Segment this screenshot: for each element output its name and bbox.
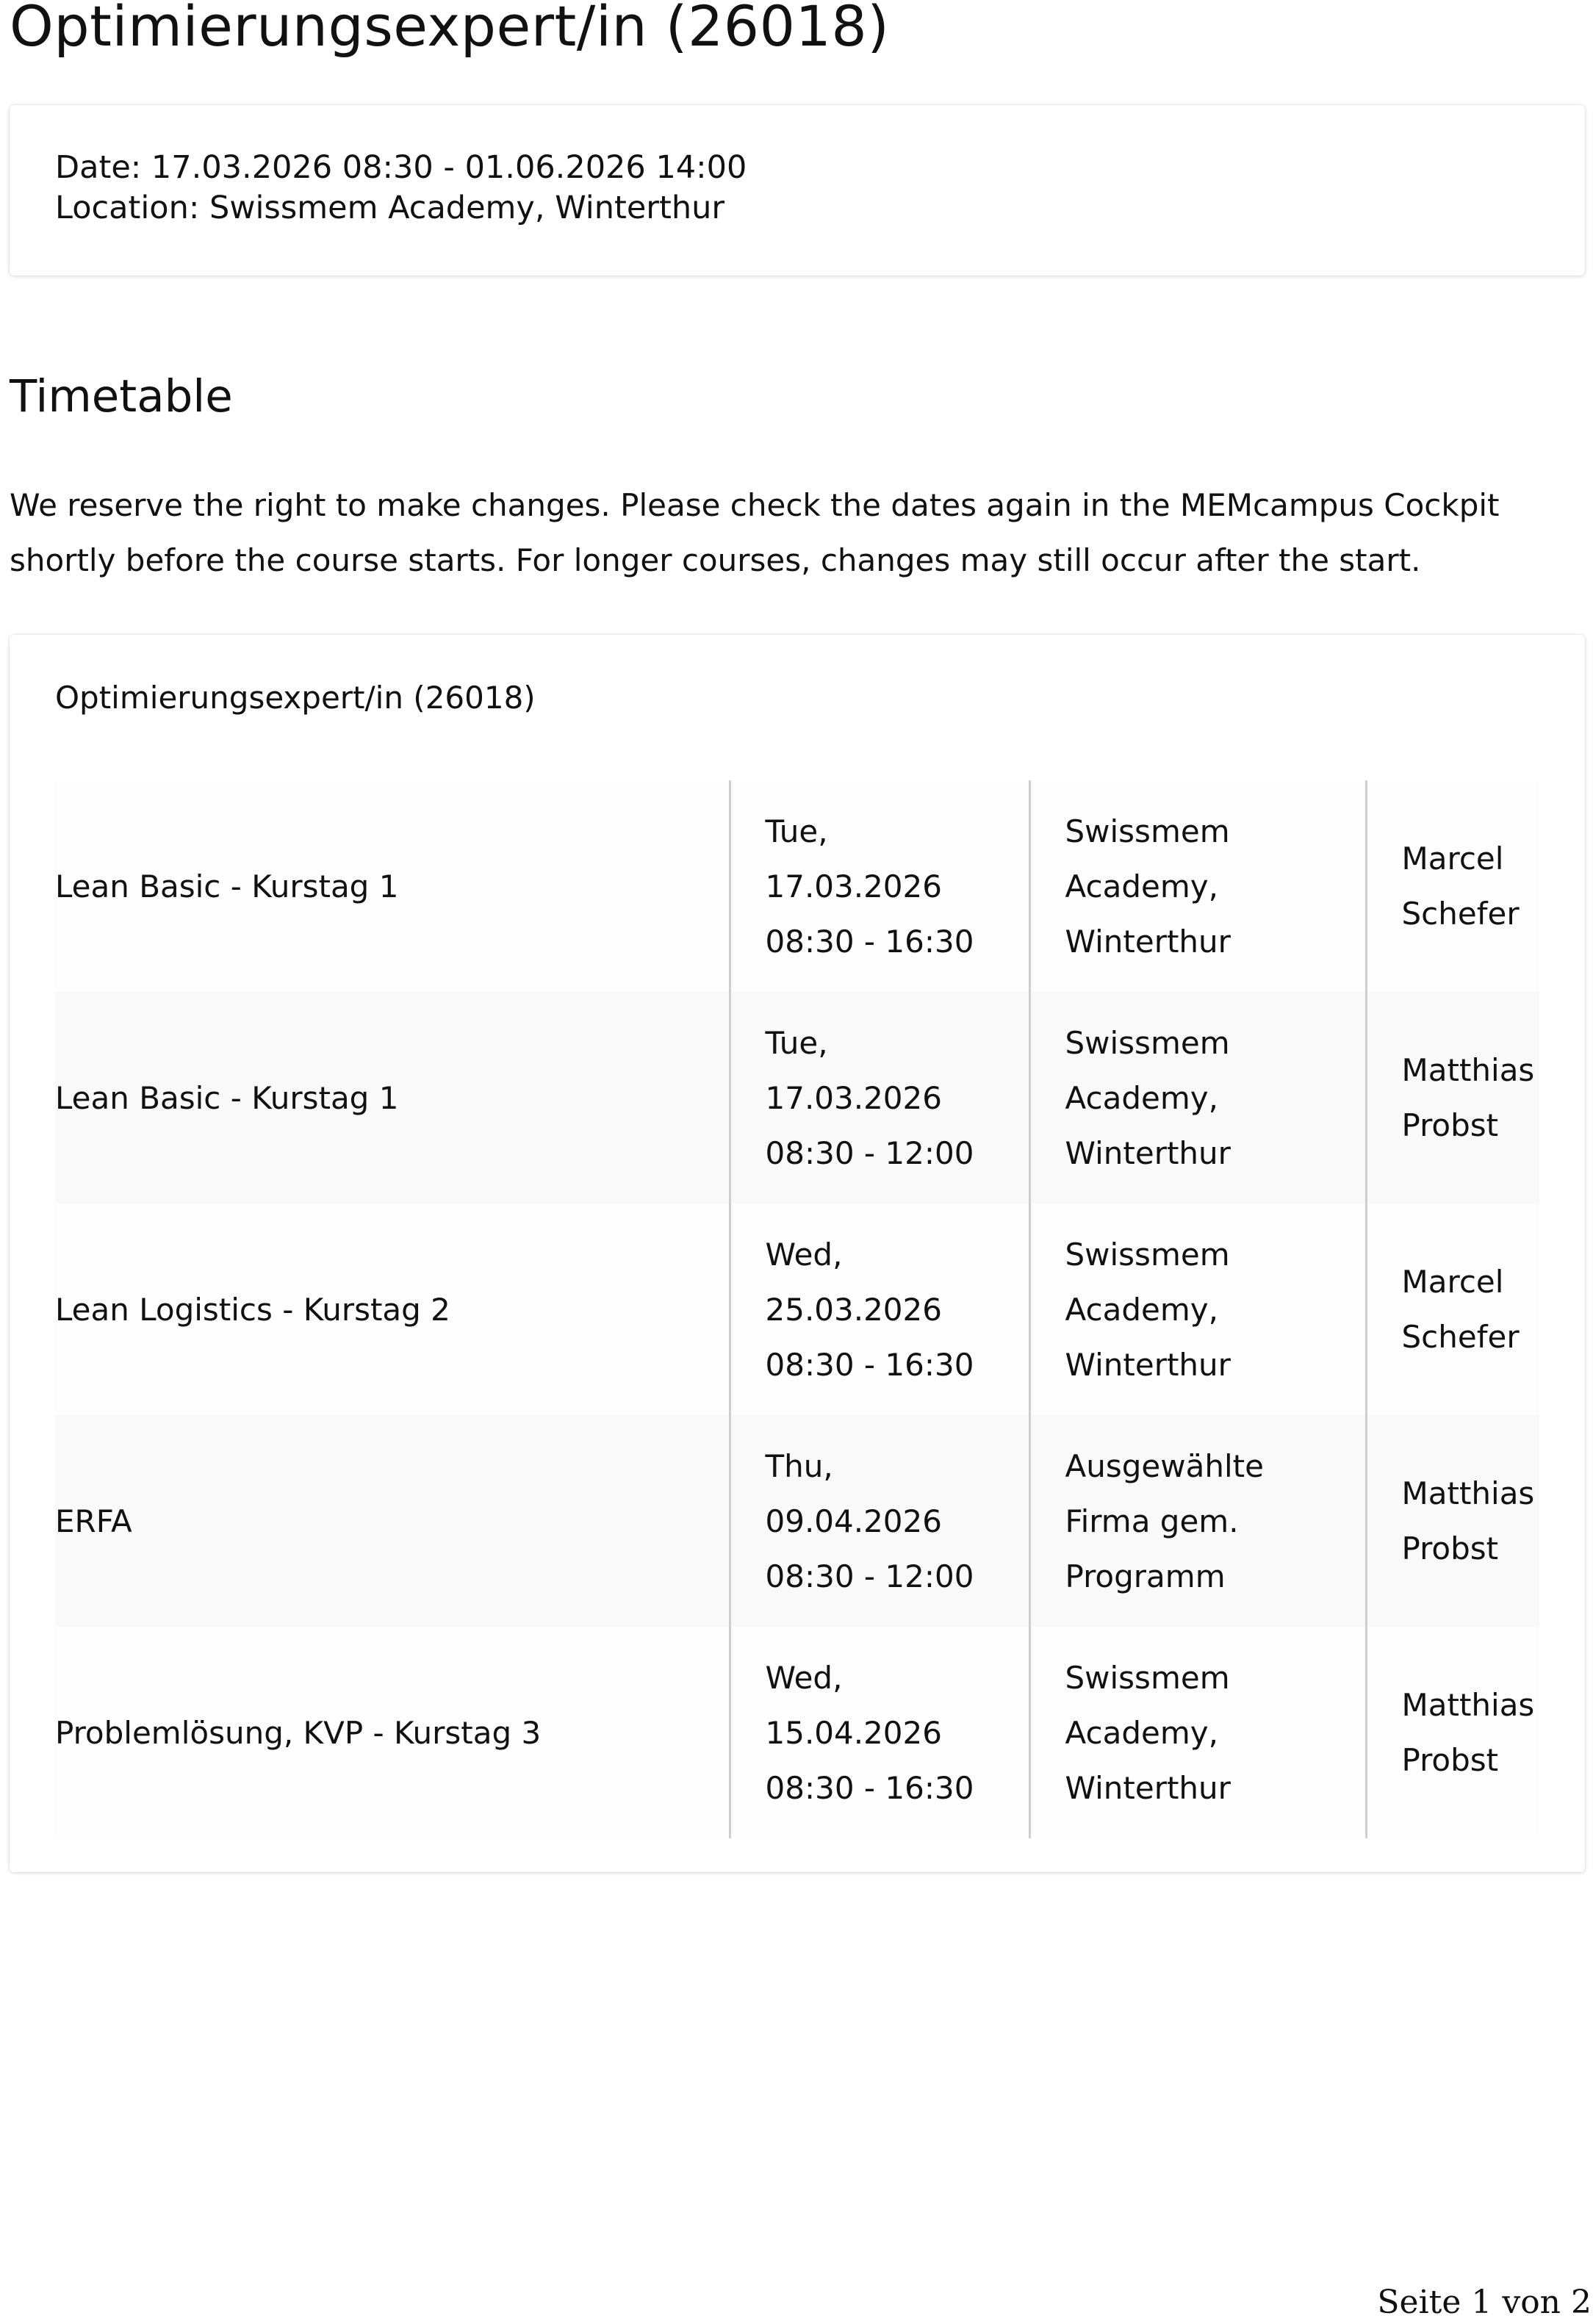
session-location — [1029, 780, 1366, 992]
location-line: Academy, — [1065, 1714, 1218, 1751]
session-trainer — [1366, 1204, 1539, 1415]
trainer-last-name: Schefer — [1401, 1319, 1520, 1355]
location-line: Winterthur — [1065, 1134, 1231, 1171]
session-trainer — [1366, 1415, 1539, 1627]
session-day: 17.03.2026 — [765, 1079, 942, 1116]
trainer-first-name: Matthias — [1401, 1687, 1535, 1723]
session-weekday: Thu, — [765, 1447, 833, 1484]
course-info-card — [10, 105, 1585, 276]
timetable-table — [55, 780, 1539, 1838]
session-day: 17.03.2026 — [765, 868, 942, 904]
location-line: Swissmem — [1065, 1236, 1230, 1273]
session-trainer — [1366, 780, 1539, 992]
session-date — [730, 1627, 1029, 1838]
session-day: 25.03.2026 — [765, 1291, 942, 1328]
table-row — [55, 992, 1539, 1204]
session-time: 08:30 - 16:30 — [765, 1769, 974, 1806]
location-line: Academy, — [1065, 868, 1218, 904]
session-date — [730, 780, 1029, 992]
table-row — [55, 1204, 1539, 1415]
session-title: Problemlösung, KVP - Kurstag 3 — [55, 1627, 730, 1838]
session-weekday: Wed, — [765, 1659, 843, 1696]
course-date: Date: 17.03.2026 08:30 - 01.06.2026 14:00 — [55, 149, 747, 186]
session-date — [730, 1204, 1029, 1415]
trainer-last-name: Schefer — [1401, 896, 1520, 932]
timetable-card-title: Optimierungsexpert/in (26018) — [55, 680, 536, 716]
page-title: Optimierungsexpert/in (26018) — [10, 0, 890, 59]
session-date — [730, 992, 1029, 1204]
course-location: Location: Swissmem Academy, Winterthur — [55, 190, 725, 226]
location-line: Swissmem — [1065, 1659, 1230, 1696]
session-date — [730, 1415, 1029, 1627]
location-line: Winterthur — [1065, 1769, 1231, 1806]
session-time: 08:30 - 16:30 — [765, 1346, 974, 1383]
trainer-first-name: Marcel — [1401, 841, 1504, 877]
location-line: Programm — [1065, 1558, 1226, 1594]
trainer-first-name: Marcel — [1401, 1264, 1504, 1300]
session-trainer — [1366, 1627, 1539, 1838]
session-title: Lean Basic - Kurstag 1 — [55, 780, 730, 992]
location-line: Academy, — [1065, 1291, 1218, 1328]
session-time: 08:30 - 12:00 — [765, 1134, 974, 1171]
location-line: Winterthur — [1065, 923, 1231, 960]
trainer-first-name: Matthias — [1401, 1475, 1535, 1511]
location-line: Winterthur — [1065, 1346, 1231, 1383]
session-location — [1029, 992, 1366, 1204]
session-trainer — [1366, 992, 1539, 1204]
table-row — [55, 1627, 1539, 1838]
trainer-last-name: Probst — [1401, 1530, 1499, 1566]
session-time: 08:30 - 16:30 — [765, 923, 974, 960]
timetable-heading: Timetable — [10, 370, 233, 422]
location-line: Ausgewählte — [1065, 1447, 1264, 1484]
timetable-notice: We reserve the right to make changes. Please check the dates again in the MEMcampus Cockpit shortly before the course starts. For longer courses, changes may still occur after the start. — [10, 487, 1500, 578]
session-weekday: Tue, — [765, 813, 828, 849]
session-title: ERFA — [55, 1415, 730, 1627]
session-day: 15.04.2026 — [765, 1714, 942, 1751]
session-title: Lean Basic - Kurstag 1 — [55, 992, 730, 1204]
trainer-last-name: Probst — [1401, 1107, 1499, 1143]
trainer-last-name: Probst — [1401, 1742, 1499, 1778]
trainer-first-name: Matthias — [1401, 1052, 1535, 1088]
session-location — [1029, 1415, 1366, 1627]
page-indicator: Seite 1 von 2 — [1377, 2284, 1592, 2321]
location-line: Firma gem. — [1065, 1503, 1239, 1539]
location-line: Academy, — [1065, 1079, 1218, 1116]
session-weekday: Tue, — [765, 1024, 828, 1061]
location-line: Swissmem — [1065, 1024, 1230, 1061]
location-line: Swissmem — [1065, 813, 1230, 849]
session-location — [1029, 1627, 1366, 1838]
table-row — [55, 1415, 1539, 1627]
session-location — [1029, 1204, 1366, 1415]
session-title: Lean Logistics - Kurstag 2 — [55, 1204, 730, 1415]
session-time: 08:30 - 12:00 — [765, 1558, 974, 1594]
table-row — [55, 780, 1539, 992]
session-weekday: Wed, — [765, 1236, 843, 1273]
session-day: 09.04.2026 — [765, 1503, 942, 1539]
timetable-card — [10, 635, 1585, 1872]
